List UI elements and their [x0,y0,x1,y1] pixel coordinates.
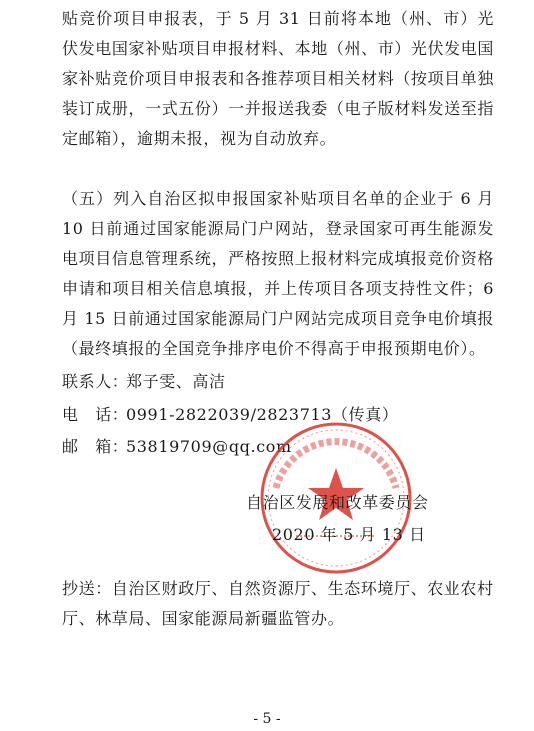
page-number: - 5 - [253,711,281,727]
cc-list: 抄送：自治区财政厅、自然资源厅、生态环境厅、农业农村厅、林草局、国家能源局新疆监管办。 [62,579,494,628]
issue-date: 2020 年 5 月 13 日 [272,525,426,544]
phone-value: 0991-2822039/2823713（传真） [126,405,399,424]
contact-person-label: 联系人： [62,372,129,391]
email-value: 53819709@qq.com [126,437,292,456]
body-paragraph-continued: 贴竞价项目申报表，于 5 月 31 日前将本地（州、市）光伏发电国家补贴项目申报材料、本地（州、市）光伏发电国家补贴竞价项目申报表和各推荐项目相关材料（按项目单独装订成册，一式五份）一并报送我委（电子版材料发送至指定邮箱），逾期未报，视为自动放弃。 [62,9,494,148]
contact-person-line [62,372,226,392]
body-paragraph-item-5: （五）列入自治区拟申报国家补贴项目名单的企业于 6 月 10 日前通过国家能源局门户网站，登录国家可再生能源发电项目信息管理系统，严格按照上报材料完成填报竞价资格申请和项目相关信息填报，并上传项目各项支持性文件；6 月 15 日前通过国家能源局门户网站完成项目竞争电价填报（最终填报的全国竞争排序电价不得高于申报预期电价）。 [62,189,494,358]
issuer-name: 自治区发展和改革委员会 [246,493,429,512]
email-label: 邮 箱： [62,437,129,456]
phone-label: 电 话： [62,405,129,424]
contact-person-value: 郑子雯、高洁 [126,372,226,391]
